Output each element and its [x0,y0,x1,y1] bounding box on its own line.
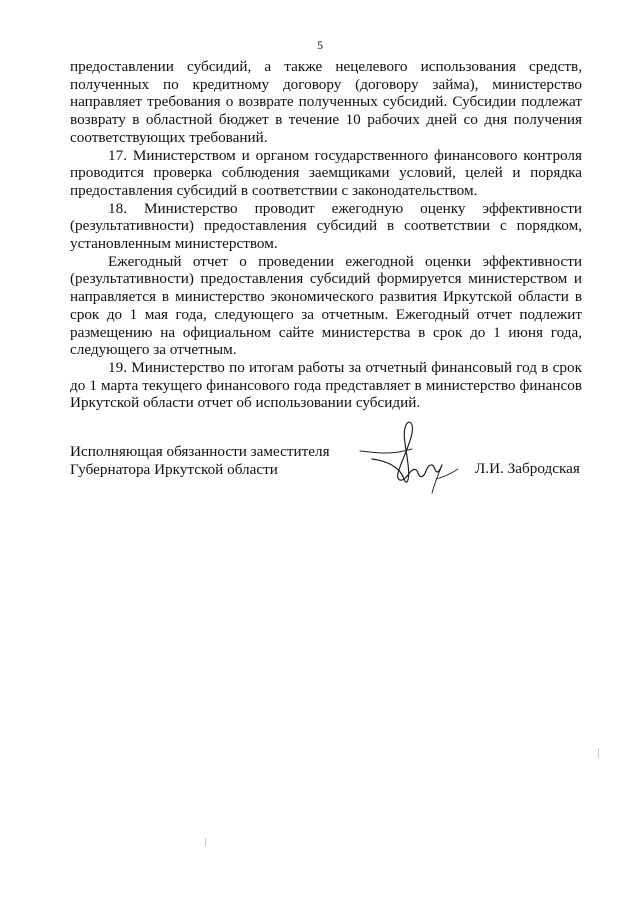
handwritten-signature [352,419,462,494]
paragraph-annual-report: Ежегодный отчет о проведении ежегодной оценки эффективности (результативности) предоставления субсидий формируется министерством и направляется в министерство экономического развития Иркутской области в срок до 1 мая года, следующего за отчетным. Ежегодный отчет подлежит размещению на официальном сайте министерства в срок до 1 июня года, следующего за отчетным. [70,252,582,359]
document-body [70,58,582,412]
signer-title [70,443,360,478]
paragraph-17: 17. Министерством и органом государственного финансового контроля проводится проверка соблюдения заемщиками условий, целей и порядка предоставления субсидий в соответствии с законодательством. [70,146,582,199]
signer-title-line-2: Губернатора Иркутской области [70,460,278,478]
paragraph-19: 19. Министерство по итогам работы за отчетный финансовый год в срок до 1 марта текущего финансового года представляет в министерство финансов Иркутской области отчет об использовании субсидий. [70,358,582,412]
paragraph-18: 18. Министерство проводит ежегодную оценку эффективности (результативности) предоставления субсидий в соответствии с порядком, установленным министерством. [70,199,582,253]
paragraph-continuation: предоставлении субсидий, а также нецелевого использования средств, полученных по кредитному договору (договору займа), министерство направляет требования о возврате полученных субсидий. Субсидии подлежат возврату в областной бюджет в течение 10 рабочих дней со дня получения соответствующих требований. [70,58,582,146]
scan-artifact [598,748,599,758]
signer-title-line-1: Исполняющая обязанности заместителя [70,443,330,460]
scan-artifact [205,838,206,846]
page-number: 5 [317,38,323,52]
signature-block [70,443,582,503]
signer-name: Л.И. Забродская [475,460,580,477]
